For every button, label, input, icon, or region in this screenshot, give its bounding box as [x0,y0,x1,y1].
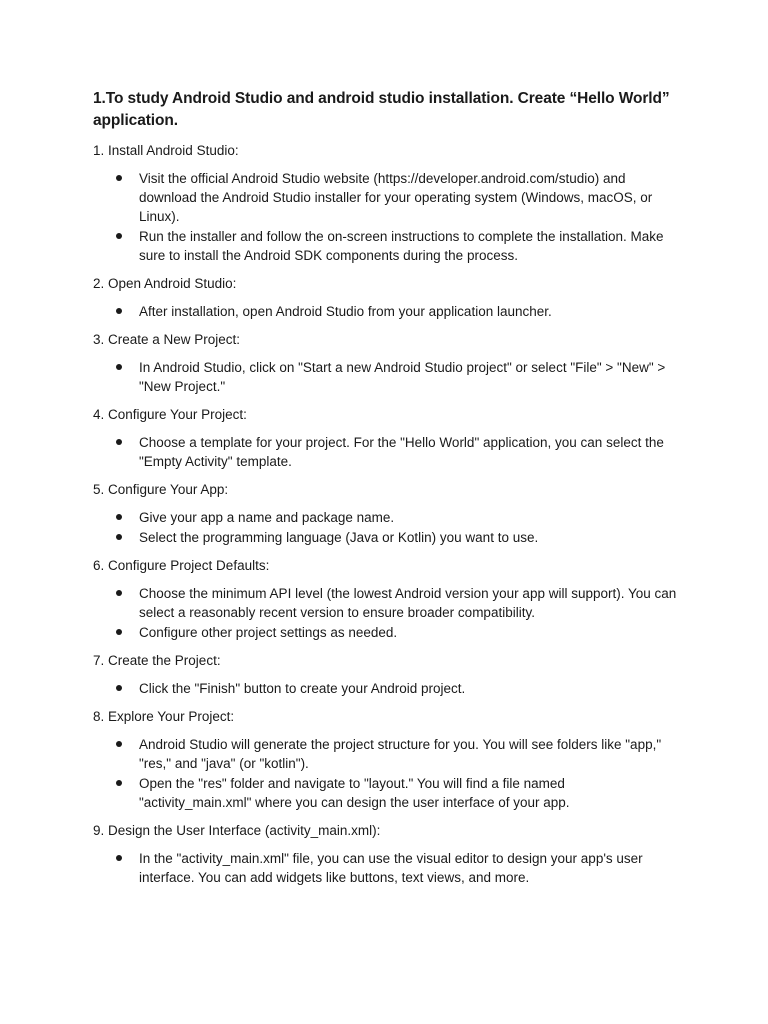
bullet-text: Run the installer and follow the on-screen instructions to complete the installation. Make sure to install the Android SDK components during the process. [139,229,664,263]
section-project-defaults [93,556,678,642]
bullet-icon [116,685,122,691]
bullet-list [93,169,678,265]
document-title: 1.To study Android Studio and android studio installation. Create “Hello World” application. [93,90,670,129]
list-item [93,358,678,396]
list-item [93,774,678,812]
section-configure-project [93,405,678,471]
bullet-text: Give your app a name and package name. [139,510,395,525]
bullet-icon [116,590,122,596]
list-item [93,227,678,265]
list-item [93,169,678,226]
section-install [93,141,678,265]
list-item [93,679,678,698]
section-heading: 8. Explore Your Project: [93,709,235,724]
section-heading: 1. Install Android Studio: [93,143,239,158]
list-item [93,735,678,773]
bullet-icon [116,308,122,314]
list-item [93,302,678,321]
section-heading: 9. Design the User Interface (activity_main.xml): [93,823,381,838]
bullet-icon [116,629,122,635]
bullet-icon [116,364,122,370]
bullet-text: Click the "Finish" button to create your Android project. [139,681,466,696]
bullet-list [93,302,678,321]
section-configure-app [93,480,678,547]
section-heading: 4. Configure Your Project: [93,407,247,422]
bullet-icon [116,514,122,520]
bullet-text: Select the programming language (Java or Kotlin) you want to use. [139,530,539,545]
list-item [93,623,678,642]
bullet-list [93,849,678,887]
section-create-project [93,651,678,698]
section-heading: 3. Create a New Project: [93,332,241,347]
list-item [93,528,678,547]
section-create-new-project [93,330,678,396]
section-explore-project [93,707,678,812]
bullet-text: Choose a template for your project. For the "Hello World" application, you can select the "Empty Activity" template. [139,435,664,469]
list-item [93,508,678,527]
bullet-text: Configure other project settings as needed. [139,625,398,640]
section-heading: 5. Configure Your App: [93,482,229,497]
bullet-icon [116,780,122,786]
bullet-list [93,584,678,642]
bullet-icon [116,439,122,445]
bullet-text: Visit the official Android Studio website (https://developer.android.com/studio) and download the Android Studio installer for your operating system (Windows, macOS, or Linux). [139,171,653,224]
bullet-list [93,679,678,698]
bullet-text: Open the "res" folder and navigate to "layout." You will find a file named "activity_main.xml" where you can design the user interface of your app. [139,776,570,810]
bullet-text: Android Studio will generate the project structure for you. You will see folders like "app," "res," and "java" (or "kotlin"). [139,737,662,771]
bullet-icon [116,534,122,540]
section-open [93,274,678,321]
bullet-icon [116,233,122,239]
bullet-list [93,508,678,547]
bullet-list [93,735,678,812]
bullet-text: Choose the minimum API level (the lowest Android version your app will support). You can select a reasonably recent version to ensure broader compatibility. [139,586,677,620]
bullet-icon [116,855,122,861]
list-item [93,433,678,471]
bullet-list [93,358,678,396]
section-heading: 7. Create the Project: [93,653,221,668]
bullet-text: In Android Studio, click on "Start a new Android Studio project" or select "File" > "New" > "New Project." [139,360,666,394]
bullet-icon [116,175,122,181]
section-design-ui [93,821,678,887]
bullet-text: In the "activity_main.xml" file, you can use the visual editor to design your app's user interface. You can add widgets like buttons, text views, and more. [139,851,643,885]
bullet-list [93,433,678,471]
list-item [93,849,678,887]
bullet-text: After installation, open Android Studio from your application launcher. [139,304,552,319]
bullet-icon [116,741,122,747]
section-heading: 2. Open Android Studio: [93,276,237,291]
list-item [93,584,678,622]
section-heading: 6. Configure Project Defaults: [93,558,270,573]
